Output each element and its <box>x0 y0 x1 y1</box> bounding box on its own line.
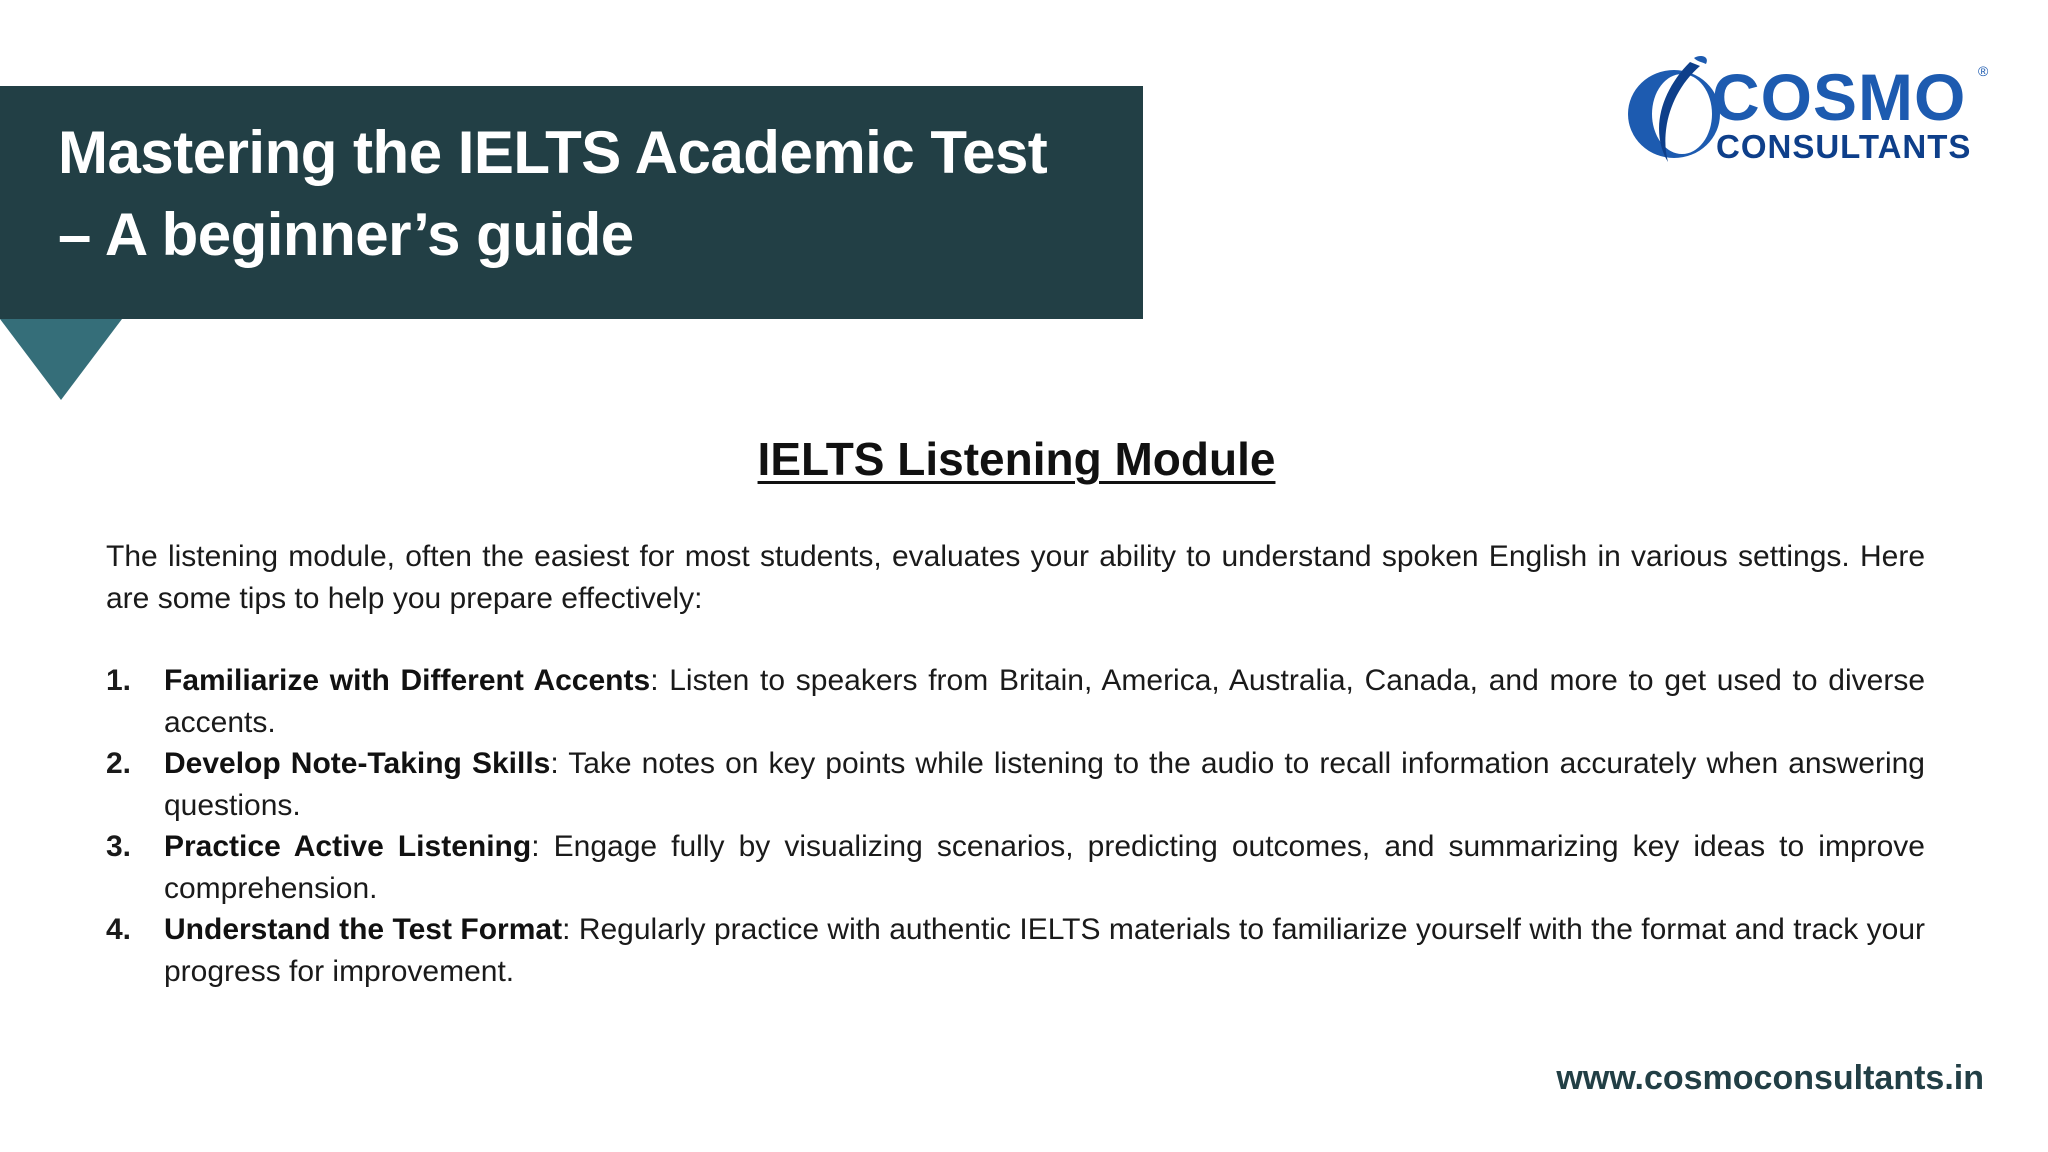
list-item-number: 1. <box>106 664 132 697</box>
list-item-heading: Develop Note-Taking Skills <box>164 747 551 780</box>
list-item-body: : Take notes on key points while listening to the audio to recall information accurately when answering questions. <box>164 747 1925 822</box>
list-item-number: 3. <box>106 830 132 863</box>
list-item <box>106 826 1925 909</box>
list-item-body: : Regularly practice with authentic IELTS materials to familiarize yourself with the format and track your progress for improvement. <box>164 913 1925 988</box>
list-item-body: : Listen to speakers from Britain, America, Australia, Canada, and more to get used to diverse accents. <box>164 664 1925 739</box>
list-item-heading: Understand the Test Format <box>164 913 563 946</box>
logo-emblem-icon <box>1628 56 1720 162</box>
intro-paragraph: The listening module, often the easiest for most students, evaluates your ability to understand spoken English in various settings. Here are some tips to help you prepare effectively: <box>106 540 1925 615</box>
list-item-number: 4. <box>106 913 132 946</box>
list-item-text <box>164 909 1925 992</box>
list-item <box>106 660 1925 743</box>
section-title: IELTS Listening Module <box>757 433 1276 485</box>
list-item-text <box>164 660 1925 743</box>
list-item-heading: Practice Active Listening <box>164 830 532 863</box>
logo-registered-mark: ® <box>1978 63 1989 79</box>
page-title: Mastering the IELTS Academic Test – A beginner’s guide <box>58 119 1048 268</box>
website-link[interactable]: www.cosmoconsultants.in <box>1556 1059 1984 1097</box>
list-item <box>106 743 1925 826</box>
list-item-text <box>164 826 1925 909</box>
list-item-number: 2. <box>106 747 132 780</box>
title-banner-notch <box>0 319 122 400</box>
cosmo-consultants-logo <box>1620 52 2000 172</box>
list-item <box>106 909 1925 992</box>
list-item-body: : Engage fully by visualizing scenarios, predicting outcomes, and summarizing key ideas to improve comprehension. <box>164 830 1925 905</box>
logo-brand-line1: COSMO <box>1712 60 1967 134</box>
logo-brand-line2: CONSULTANTS <box>1716 128 1972 165</box>
list-item-text <box>164 743 1925 826</box>
tips-list <box>106 660 1925 992</box>
list-item-heading: Familiarize with Different Accents <box>164 664 651 697</box>
